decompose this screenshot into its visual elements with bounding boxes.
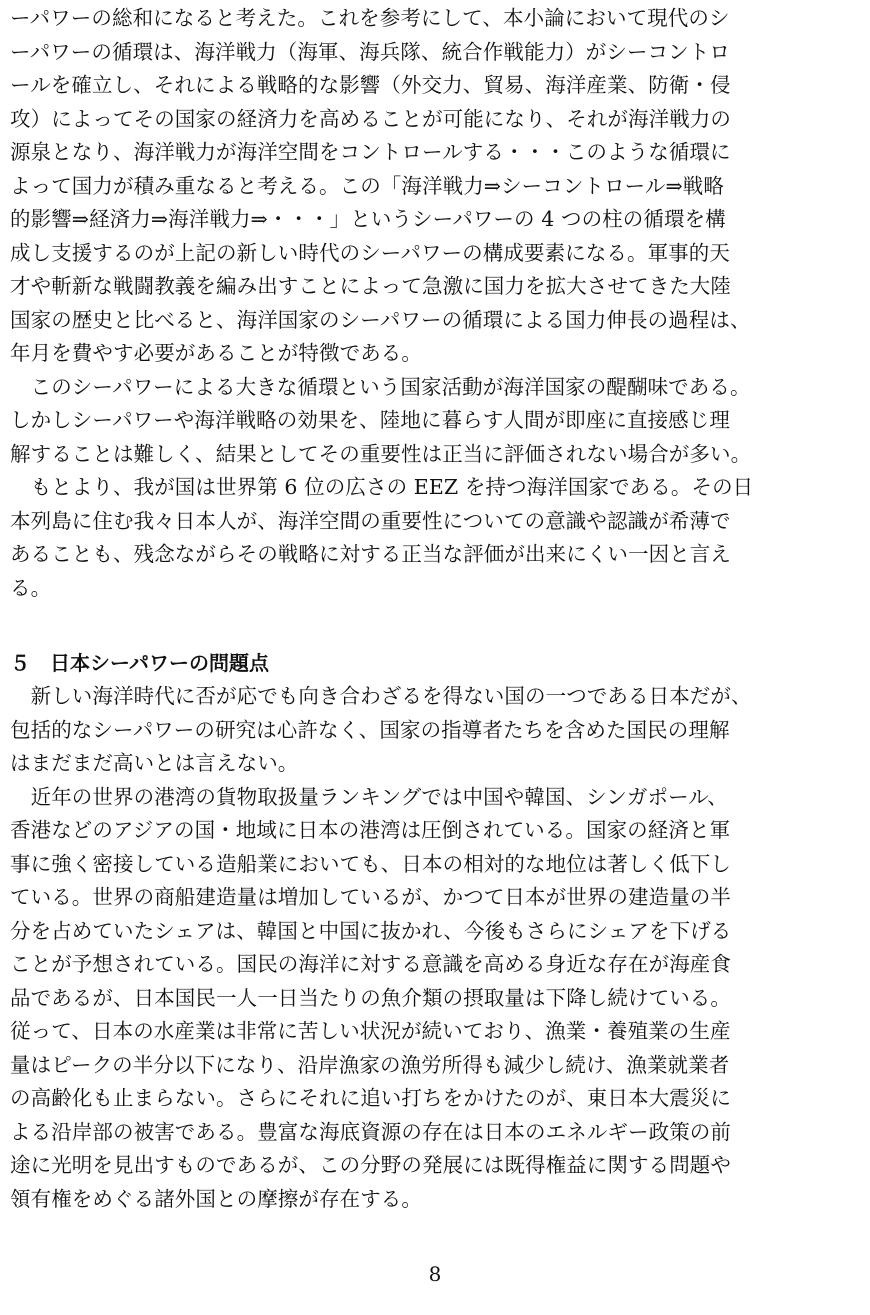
text-line: はまだまだ高いとは言えない。 bbox=[10, 751, 299, 775]
text-line: る。 bbox=[10, 575, 52, 600]
body-text-section-4 bbox=[10, 2, 840, 605]
text-line: 源泉となり、海洋戦力が海洋空間をコントロールする・・・このような循環に bbox=[10, 140, 731, 164]
text-line: 解することは難しく、結果としてその重要性は正当に評価されない場合が多い。 bbox=[10, 441, 752, 466]
text-line: しかしシーパワーや海洋戦略の効果を、陸地に暮らす人間が即座に直接感じ理 bbox=[10, 408, 730, 432]
text-line: 従って、日本の水産業は非常に苦しい状況が続いており、漁業・養殖業の生産 bbox=[10, 1019, 731, 1043]
text-line: 新しい海洋時代に否が応でも向き合わざるを得ない国の一つである日本だが、 bbox=[10, 684, 752, 708]
text-line: 的影響⇒経済力⇒海洋戦力⇒・・・」というシーパワーの 4 つの柱の循環を構 bbox=[10, 207, 726, 231]
body-text-section-5 bbox=[10, 680, 840, 1216]
text-line: の高齢化も止まらない。さらにそれに追い打ちをかけたのが、東日本大震災に bbox=[10, 1086, 731, 1110]
section-heading: ５ 日本シーパワーの問題点 bbox=[10, 651, 269, 675]
text-line: 事に強く密接している造船業においても、日本の相対的な地位は著しく低下し bbox=[10, 851, 731, 876]
text-line: ーパワーの総和になると考えた。これを参考にして、本小論において現代のシ bbox=[10, 6, 730, 30]
page-number: 8 bbox=[428, 1262, 442, 1286]
text-line: 香港などのアジアの国・地域に日本の港湾は圧倒されている。国家の経済と軍 bbox=[10, 818, 731, 842]
text-line: 才や斬新な戦闘教義を編み出すことによって急激に国力を拡大させてきた大陸 bbox=[10, 274, 731, 298]
text-line: 攻）によってその国家の経済力を高めることが可能になり、それが海洋戦力の bbox=[10, 106, 731, 131]
text-line: 包括的なシーパワーの研究は心許なく、国家の指導者たちを含めた国民の理解 bbox=[10, 717, 730, 742]
text-line: もとより、我が国は世界第 6 位の広さの EEZ を持つ海洋国家である。その日 bbox=[10, 475, 754, 499]
text-line: 国家の歴史と比べると、海洋国家のシーパワーの循環による国力伸長の過程は、 bbox=[10, 307, 751, 332]
text-line: 本列島に住む我々日本人が、海洋空間の重要性についての意識や認識が希薄で bbox=[10, 508, 731, 533]
text-line: 成し支援するのが上記の新しい時代のシーパワーの構成要素になる。軍事的天 bbox=[10, 240, 730, 265]
text-line: 年月を費やす必要があることが特徴である。 bbox=[10, 341, 422, 365]
text-line: 品であるが、日本国民一人一日当たりの魚介類の摂取量は下降し続けている。 bbox=[10, 985, 731, 1010]
text-line: ている。世界の商船建造量は増加しているが、かつて日本が世界の建造量の半 bbox=[10, 885, 731, 909]
text-line: よって国力が積み重なると考える。この「海洋戦力⇒シーコントロール⇒戦略 bbox=[10, 173, 724, 198]
text-line: あることも、残念ながらその戦略に対する正当な評価が出来にくい一因と言え bbox=[10, 542, 731, 566]
text-line: ーパワーの循環は、海洋戦力（海軍、海兵隊、統合作戦能力）がシーコントロ bbox=[10, 39, 730, 64]
text-line: ールを確立し、それによる戦略的な影響（外交力、貿易、海洋産業、防衛・侵 bbox=[10, 73, 731, 97]
text-line: ことが予想されている。国民の海洋に対する意識を高める身近な存在が海産食 bbox=[10, 952, 731, 976]
text-line: 量はピークの半分以下になり、沿岸漁家の漁労所得も減少し続け、漁業就業者 bbox=[10, 1052, 730, 1077]
text-line: 分を占めていたシェアは、韓国と中国に抜かれ、今後もさらにシェアを下げる bbox=[10, 918, 732, 943]
text-line: よる沿岸部の被害である。豊富な海底資源の存在は日本のエネルギー政策の前 bbox=[10, 1119, 731, 1144]
text-line: 途に光明を見出すものであるが、この分野の発展には既得権益に関する問題や bbox=[10, 1153, 731, 1177]
text-line: 領有権をめぐる諸外国との摩擦が存在する。 bbox=[10, 1186, 422, 1211]
text-line: このシーパワーによる大きな循環という国家活動が海洋国家の醍醐味である。 bbox=[10, 374, 751, 399]
text-line: 近年の世界の港湾の貨物取扱量ランキングでは中国や韓国、シンガポール、 bbox=[10, 784, 728, 809]
